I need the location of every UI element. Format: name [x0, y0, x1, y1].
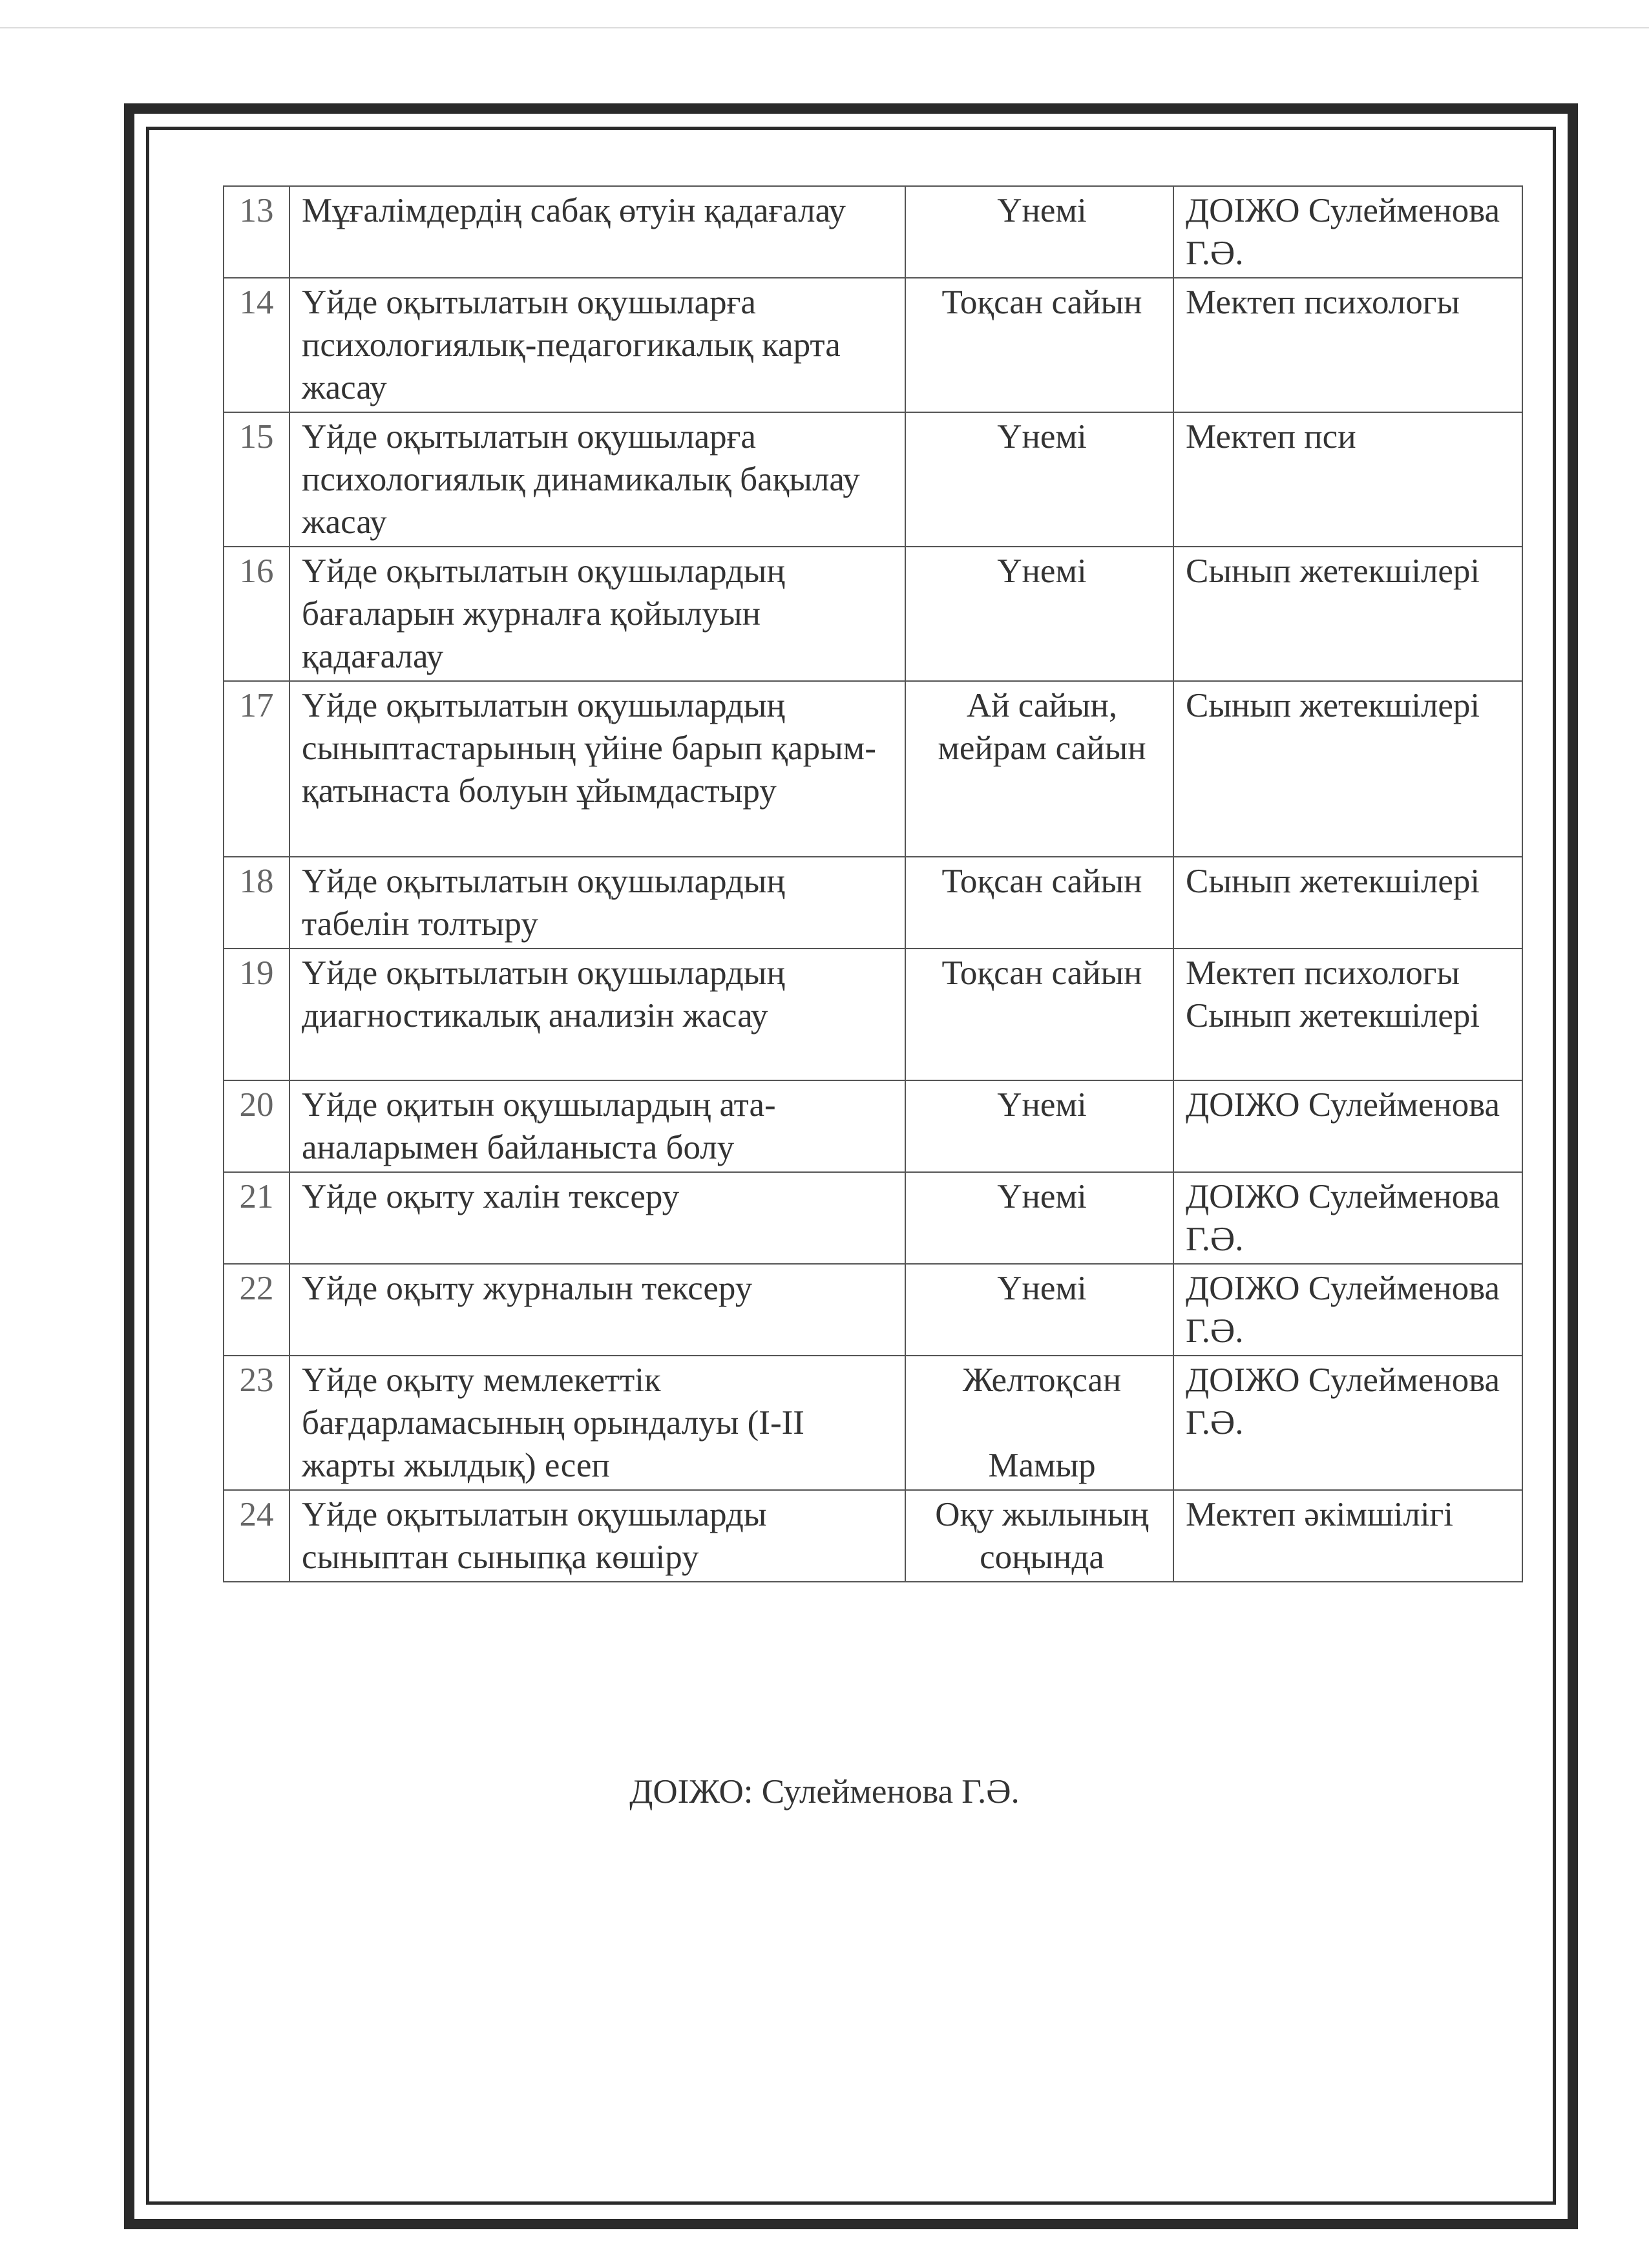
responsible-cell: ДОІЖО Сулейменова Г.Ә.: [1173, 1356, 1522, 1490]
task-cell: Үйде оқыту халін тексеру: [289, 1172, 905, 1264]
period-cell: Үнемі: [905, 186, 1173, 278]
responsible-cell: Мектеп пси: [1173, 412, 1522, 547]
row-number: 20: [224, 1080, 289, 1172]
task-cell: Үйде оқитын оқушылардың ата-аналарымен байланыста болу: [289, 1080, 905, 1172]
row-number: 22: [224, 1264, 289, 1356]
table-row: [224, 681, 1522, 857]
table-row: [224, 186, 1522, 278]
table-row: [224, 1172, 1522, 1264]
task-cell: Үйде оқытылатын оқушылардың сыныптастарының үйіне барып қарым-қатынаста болуын ұйымдастыру: [289, 681, 905, 857]
period-cell: Оқу жылының соңында: [905, 1490, 1173, 1582]
row-number: 23: [224, 1356, 289, 1490]
responsible-cell: Сынып жетекшілері: [1173, 681, 1522, 857]
period-cell: Үнемі: [905, 1264, 1173, 1356]
table-row: [224, 547, 1522, 681]
responsible-cell: Мектеп психологы Сынып жетекшілері: [1173, 949, 1522, 1080]
task-cell: Үйде оқытылатын оқушыларға психологиялық-педагогикалық карта жасау: [289, 278, 905, 412]
period-cell: Үнемі: [905, 547, 1173, 681]
task-cell: Үйде оқыту мемлекеттік бағдарламасының орындалуы (І-ІІ жарты жылдық) есеп: [289, 1356, 905, 1490]
responsible-cell: Сынып жетекшілері: [1173, 547, 1522, 681]
table-row: [224, 1080, 1522, 1172]
scan-edge-line: [0, 27, 1649, 28]
task-cell: Үйде оқытылатын оқушыларға психологиялық динамикалық бақылау жасау: [289, 412, 905, 547]
task-cell: Үйде оқытылатын оқушылардың бағаларын журналға қойылуын қадағалау: [289, 547, 905, 681]
table-row: [224, 1264, 1522, 1356]
table-row: [224, 1356, 1522, 1490]
responsible-cell: ДОІЖО Сулейменова Г.Ә.: [1173, 186, 1522, 278]
responsible-cell: ДОІЖО Сулейменова Г.Ә.: [1173, 1264, 1522, 1356]
responsible-cell: Сынып жетекшілері: [1173, 857, 1522, 949]
period-cell: Тоқсан сайын: [905, 857, 1173, 949]
row-number: 16: [224, 547, 289, 681]
row-number: 15: [224, 412, 289, 547]
responsible-cell: ДОІЖО Сулейменова Г.Ә.: [1173, 1172, 1522, 1264]
task-cell: Үйде оқытылатын оқушыларды сыныптан сыныпқа көшіру: [289, 1490, 905, 1582]
period-cell: Тоқсан сайын: [905, 949, 1173, 1080]
table-row: [224, 857, 1522, 949]
row-number: 17: [224, 681, 289, 857]
task-cell: Үйде оқытылатын оқушылардың диагностикалық анализін жасау: [289, 949, 905, 1080]
row-number: 14: [224, 278, 289, 412]
period-cell: Ай сайын, мейрам сайын: [905, 681, 1173, 857]
row-number: 24: [224, 1490, 289, 1582]
task-cell: Мұғалімдердің сабақ өтуін қадағалау: [289, 186, 905, 278]
task-cell: Үйде оқыту журналын тексеру: [289, 1264, 905, 1356]
responsible-cell: Мектеп әкімшілігі: [1173, 1490, 1522, 1582]
table-row: [224, 949, 1522, 1080]
row-number: 19: [224, 949, 289, 1080]
period-cell: Желтоқсан Мамыр: [905, 1356, 1173, 1490]
signature-line: ДОІЖО: Сулейменова Г.Ә.: [629, 1773, 1020, 1811]
period-cell: Үнемі: [905, 1080, 1173, 1172]
table-row: [224, 412, 1522, 547]
row-number: 21: [224, 1172, 289, 1264]
task-cell: Үйде оқытылатын оқушылардың табелін толтыру: [289, 857, 905, 949]
row-number: 13: [224, 186, 289, 278]
period-cell: Тоқсан сайын: [905, 278, 1173, 412]
plan-table: [223, 185, 1523, 1582]
row-number: 18: [224, 857, 289, 949]
period-cell: Үнемі: [905, 1172, 1173, 1264]
period-cell: Үнемі: [905, 412, 1173, 547]
responsible-cell: ДОІЖО Сулейменова: [1173, 1080, 1522, 1172]
responsible-cell: Мектеп психологы: [1173, 278, 1522, 412]
table-row: [224, 1490, 1522, 1582]
table-row: [224, 278, 1522, 412]
